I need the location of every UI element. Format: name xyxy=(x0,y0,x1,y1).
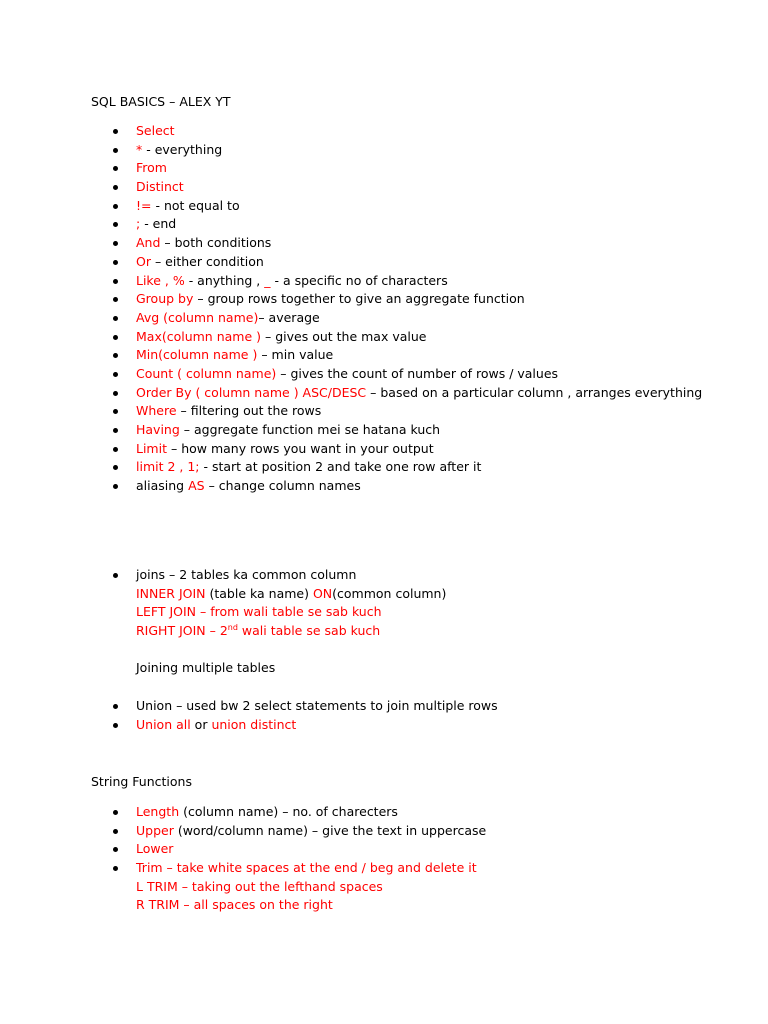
keyword: Where xyxy=(136,403,177,419)
bullet-icon xyxy=(113,166,118,171)
bullet-icon xyxy=(113,866,118,871)
bullet-icon xyxy=(113,148,118,153)
bullet-icon xyxy=(113,372,118,377)
list-item xyxy=(0,859,486,878)
bullet-icon xyxy=(113,222,118,227)
joining-multiple-tables: Joining multiple tables xyxy=(136,660,276,676)
bullet-icon xyxy=(113,204,118,209)
keyword: Order By ( column name ) ASC/DESC xyxy=(136,384,367,400)
description: (common column) xyxy=(332,585,447,601)
description: – change column names xyxy=(204,478,361,494)
bullet-icon xyxy=(113,829,118,834)
keyword: Select xyxy=(136,123,175,138)
description: – gives out the max value xyxy=(261,328,427,344)
keyword: Avg (column name) xyxy=(136,309,259,325)
keyword: * xyxy=(136,141,143,157)
list-item xyxy=(0,197,702,216)
keyword: Distinct xyxy=(136,179,184,195)
list-item xyxy=(0,440,702,459)
bullet-icon xyxy=(113,447,118,452)
section-title-string-functions: String Functions xyxy=(91,774,192,789)
joins-list xyxy=(0,566,446,678)
list-item xyxy=(0,803,486,822)
bullet-icon xyxy=(113,260,118,265)
description: - start at position 2 and take one row after it xyxy=(199,459,482,475)
description: – min value xyxy=(257,347,334,363)
keyword: Or xyxy=(136,253,151,269)
list-item xyxy=(0,178,702,197)
description: - anything , xyxy=(184,272,265,288)
bullet-icon xyxy=(113,391,118,396)
list-item xyxy=(0,365,702,384)
bullet-icon xyxy=(113,810,118,815)
keyword: Trim – take white spaces at the end / beg and delete it xyxy=(136,860,477,876)
bullet-icon xyxy=(113,704,118,709)
keyword: AS xyxy=(188,478,205,494)
list-item xyxy=(0,272,702,291)
keyword: Min(column name ) xyxy=(136,347,258,363)
description: - not equal to xyxy=(151,197,240,213)
keyword: Union all xyxy=(136,716,191,732)
bullet-icon xyxy=(113,279,118,284)
list-item xyxy=(0,122,702,141)
bullet-icon xyxy=(113,185,118,190)
keyword: ; xyxy=(136,216,141,232)
description: (word/column name) – give the text in uppercase xyxy=(173,822,487,838)
bullet-icon xyxy=(113,353,118,358)
ltrim-line: L TRIM – taking out the lefthand spaces xyxy=(136,878,383,894)
bullet-icon xyxy=(113,428,118,433)
list-item xyxy=(0,822,486,841)
description: – gives the count of number of rows / values xyxy=(276,365,559,381)
list-item xyxy=(0,253,702,272)
description: - end xyxy=(140,216,177,232)
description: – based on a particular column , arranges everything xyxy=(366,384,703,400)
list-item xyxy=(0,477,702,496)
keyword: != xyxy=(136,197,152,213)
description: – average xyxy=(258,309,320,325)
keyword: union distinct xyxy=(211,716,297,732)
bullet-icon xyxy=(113,335,118,340)
description: - everything xyxy=(142,141,223,157)
keyword: Max(column name ) xyxy=(136,328,262,344)
bullet-icon xyxy=(113,316,118,321)
keyword: Count ( column name) xyxy=(136,365,277,381)
description: - a specific no of characters xyxy=(270,272,448,288)
description: – filtering out the rows xyxy=(176,403,322,419)
bullet-icon xyxy=(113,484,118,489)
keyword: And xyxy=(136,235,161,251)
bullet-icon xyxy=(113,465,118,470)
keyword: limit 2 , 1; xyxy=(136,459,200,475)
list-item-union xyxy=(0,697,498,716)
right-join-pre: RIGHT JOIN – 2 xyxy=(136,623,228,639)
list-item xyxy=(0,234,702,253)
keyword: Lower xyxy=(136,841,174,857)
keyword: INNER JOIN xyxy=(136,585,206,601)
description: joins – 2 tables ka common column xyxy=(136,567,357,582)
keyword: Group by xyxy=(136,291,194,307)
right-join-sup: nd xyxy=(227,623,238,633)
list-item-joins xyxy=(0,566,446,585)
keyword: Like , % xyxy=(136,272,185,288)
description: – either condition xyxy=(150,253,264,269)
keyword: Limit xyxy=(136,440,167,456)
bullet-icon xyxy=(113,409,118,414)
bullet-icon xyxy=(113,723,118,728)
bullet-icon xyxy=(113,573,118,578)
list-item xyxy=(0,840,486,859)
rtrim-line: R TRIM – all spaces on the right xyxy=(136,897,333,913)
bullet-icon xyxy=(113,297,118,302)
list-item xyxy=(0,290,702,309)
description: – aggregate function mei se hatana kuch xyxy=(179,422,441,437)
string-functions-list xyxy=(0,803,486,915)
list-item xyxy=(0,384,702,403)
description: – how many rows you want in your output xyxy=(167,440,434,456)
list-item xyxy=(0,328,702,347)
description: Union – used bw 2 select statements to join multiple rows xyxy=(136,698,498,713)
list-item xyxy=(0,309,702,328)
description: – group rows together to give an aggregate function xyxy=(193,291,525,307)
inner-join-line xyxy=(0,585,446,604)
list-item-union-all xyxy=(0,716,498,735)
right-join-line xyxy=(0,622,446,641)
description: (table ka name) xyxy=(205,585,313,601)
keyword: Upper xyxy=(136,822,174,838)
description: or xyxy=(190,716,212,732)
union-list xyxy=(0,697,498,734)
page-title: SQL BASICS – ALEX YT xyxy=(91,94,231,109)
bullet-icon xyxy=(113,847,118,852)
bullet-icon xyxy=(113,129,118,134)
keyword: Length xyxy=(136,804,180,819)
keyword: From xyxy=(136,160,167,176)
list-item xyxy=(0,458,702,477)
list-item xyxy=(0,402,702,421)
list-item xyxy=(0,215,702,234)
right-join-post: wali table se sab kuch xyxy=(237,623,381,639)
description: (column name) – no. of charecters xyxy=(179,804,398,819)
keyword: _ xyxy=(264,272,271,288)
list-item xyxy=(0,159,702,178)
keyword: ON xyxy=(312,585,333,601)
description: aliasing xyxy=(136,478,189,494)
list-item xyxy=(0,421,702,440)
bullet-icon xyxy=(113,241,118,246)
list-item xyxy=(0,346,702,365)
left-join-line: LEFT JOIN – from wali table se sab kuch xyxy=(136,604,382,620)
keyword: Having xyxy=(136,422,180,437)
spacer xyxy=(0,641,446,660)
basics-list xyxy=(0,122,702,496)
description: – both conditions xyxy=(160,235,272,251)
list-item xyxy=(0,141,702,160)
